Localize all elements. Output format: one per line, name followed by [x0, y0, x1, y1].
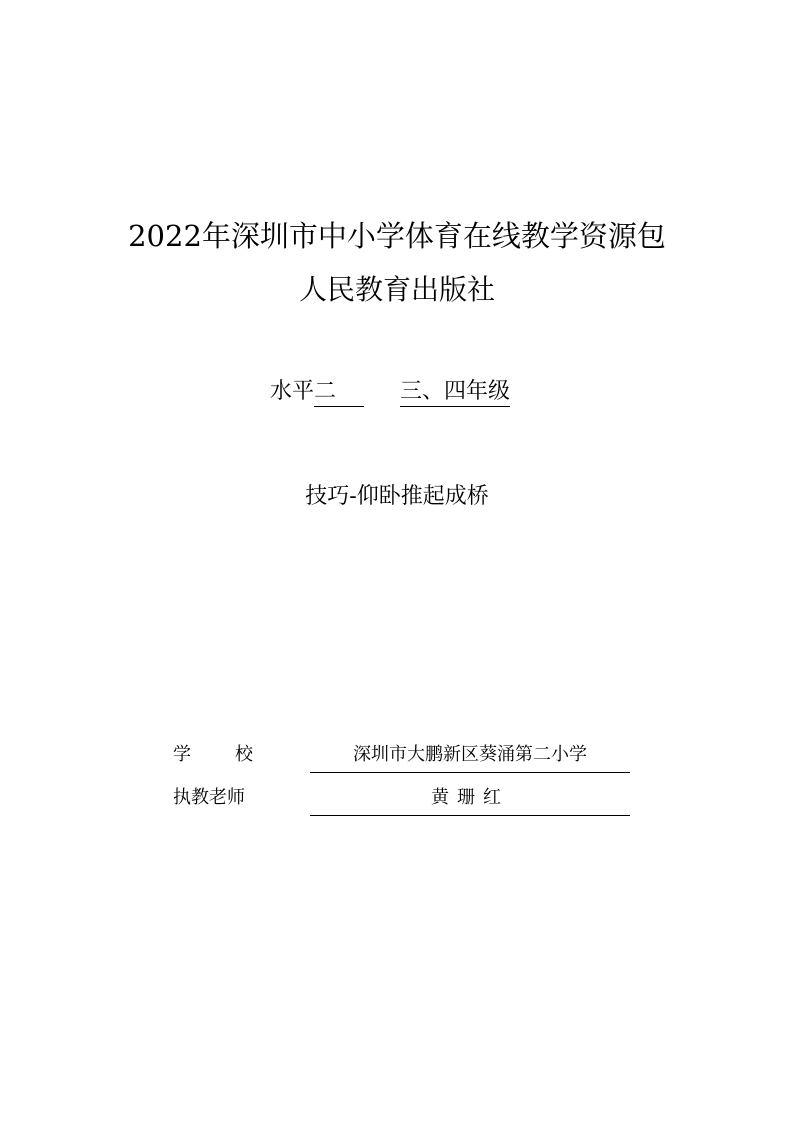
teacher-label: 执教老师: [173, 787, 245, 808]
teacher-value: 黄珊红: [431, 787, 509, 808]
document-title: 2022年深圳市中小学体育在线教学资源包: [128, 219, 666, 253]
school-value: 深圳市大鹏新区葵涌第二小学: [353, 744, 587, 765]
level-label: 水平: [270, 379, 315, 404]
level-value-text: 二: [314, 379, 337, 404]
lesson-title: 技巧-仰卧推起成桥: [305, 484, 489, 509]
teacher-underline: [310, 815, 630, 816]
level-line: [270, 374, 510, 407]
level-value: [314, 374, 364, 407]
school-label: 学校: [173, 744, 297, 765]
grade-value: 三、四年级: [400, 374, 510, 407]
school-underline: [310, 772, 630, 773]
publisher-name: 人民教育出版社: [298, 273, 495, 306]
